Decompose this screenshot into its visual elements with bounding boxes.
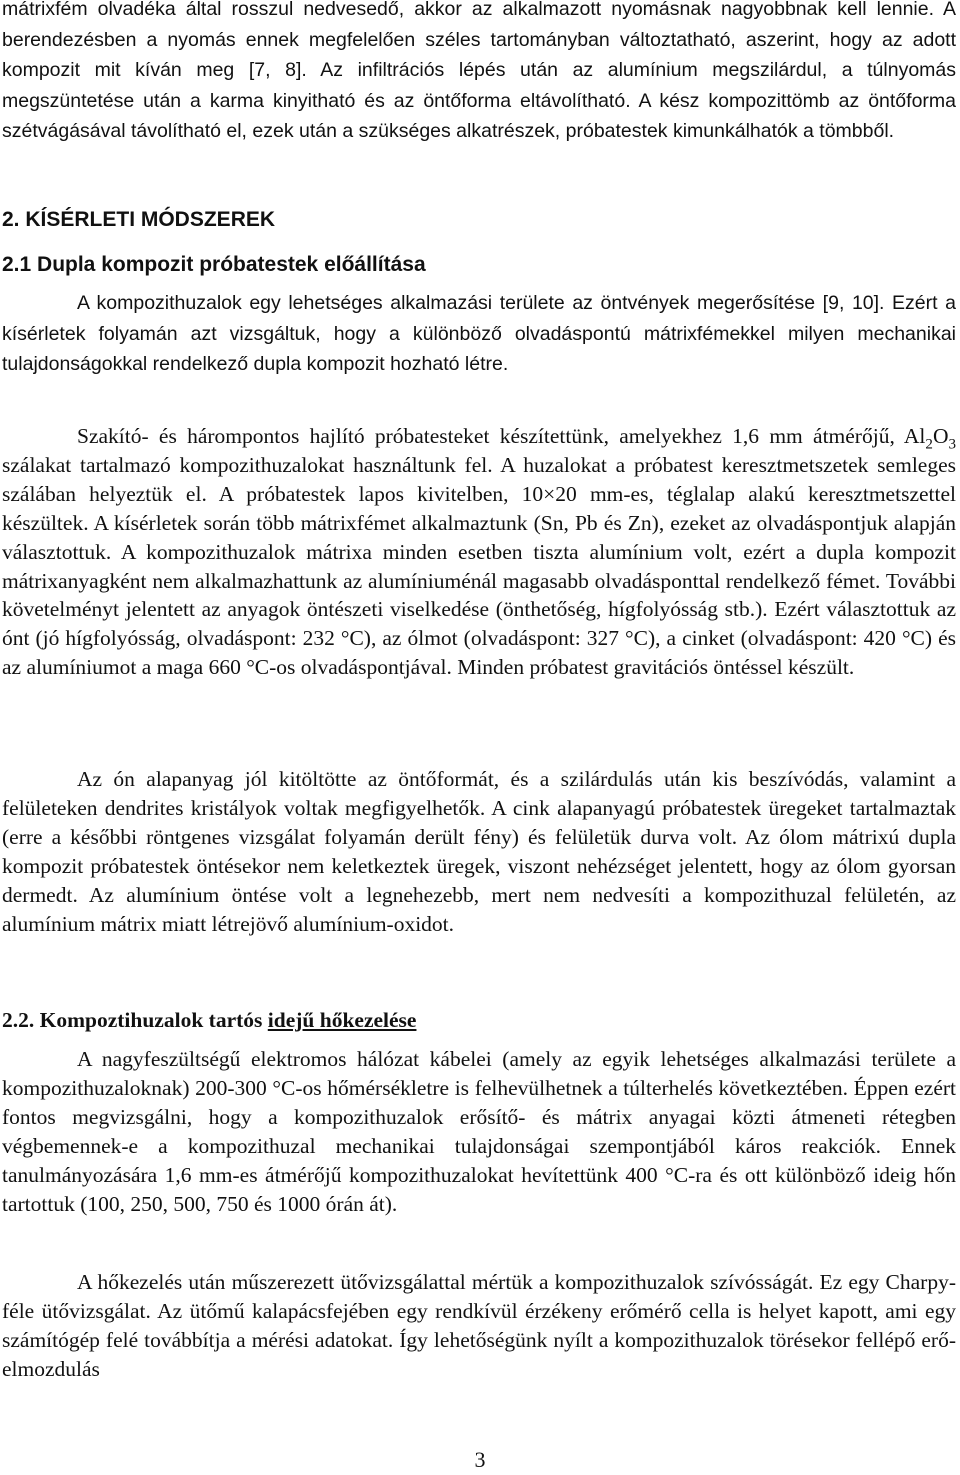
section-2-1-paragraph-3: Az ón alapanyag jól kitöltötte az öntőformát, és a szilárdulás után kis beszívódás, valamint a felületeken dendrites kristályok voltak megfigyelhetők. A cink alapanyagú próbatestek üregeket tartalmaztak (erre a későbbi röntgenes vizsgálat folyamán derült fény) és felületük durva volt. Az ólom mátrixú dupla kompozit próbatestek öntésekor nem keletkeztek üregek, viszont nehézséget jelentett, hogy az ólom gyorsan dermedt. Az alumínium öntése volt a legnehezebb, mert nem nedvesíti a kompozithuzal felületén, az alumínium mátrix miatt létrejövő alumínium-oxidot. xyxy=(2,767,956,936)
section-2-2-title-plain: Kompoztihuzalok tartós xyxy=(34,1008,268,1032)
section-2-2-paragraph-1: A nagyfeszültségű elektromos hálózat kábelei (amely az egyik lehetséges alkalmazási területe a kompozithuzaloknak) 200-300 °C-os hőmérsékletre is felhevülhetnek a túlterhelés következtében. Éppen ezért fontos megvizsgálni, hogy a kompozithuzalok erősítő- és mátrix anyagai közti átmeneti rétegben végbemennek-e a kompozithuzal mechanikai tulajdonságai szempontjából káros reakciók. Ennek tanulmányozására 1,6 mm-es átmérőjű kompozithuzalokat hevítettünk 400 °C-ra és ott különböző ideig hőn tartottuk (100, 250, 500, 750 és 1000 órán át). xyxy=(2,1047,956,1216)
section-2-2-title-underlined: idejű hőkezelése xyxy=(267,1008,417,1032)
alumina-formula-al-subscript: 2 xyxy=(925,436,933,453)
intro-paragraph: mátrixfém olvadéka által rosszul nedvesedő, akkor az alkalmazott nyomásnak nagyobbnak kell lennie. A berendezésben a nyomás ennek megfelelően széles tartományban változtatható, aszerint, hogy az adott kompozit mit kíván meg [7, 8]. Az infiltrációs lépés után az alumínium megszilárdul, a túlnyomás megszüntetése után a karma kinyitható és az öntőforma eltávolítható. A kész kompozittömb az öntőforma szétvágásával távolítható el, ezek után a szükséges alkatrészek, próbatestek kimunkálhatók a tömbből. xyxy=(2,0,956,142)
paragraph-2-text-end: szálakat tartalmazó kompozithuzalokat használtunk fel. A huzalokat a próbatest keresztmetszetek semleges szálában helyeztük el. A próbatestek lapos kivitelben, 10×20 mm-es, téglalap alakú keresztmetszettel készültek. A kísérletek során több mátrixfémet alkalmaztunk (Sn, Pb és Zn), ezeket az olvadáspontjuk alapján választottuk. A kompozithuzalok mátrixa minden esetben tiszta alumínium volt, ezért a dupla kompozit mátrixanyagként nem alkalmazhattunk az alumíniuménál magasabb olvadásponttal rendelkező fémet. További követelményt jelentett az anyagok öntészeti viselkedése (önthetőség, hígfolyósság stb.). Ezért választottuk az ónt (jó hígfolyósság, olvadáspont: 232 °C), az ólmot (olvadáspont: 327 °C), a cinket (olvadáspont: 420 °C) és az alumíniumot a maga 660 °C-os olvadáspontjával. Minden próbatest gravitációs öntéssel készült. xyxy=(2,452,956,680)
paragraph-2-text-start: Szakító- és hárompontos hajlító próbatesteket készítettünk, amelyekhez 1,6 mm átmérőjű, xyxy=(77,424,904,448)
section-2-2-number: 2.2. xyxy=(2,1008,35,1032)
section-2-2-paragraph-2: A hőkezelés után műszerezett ütővizsgálattal mértük a kompozithuzalok szívósságát. Ez egy Charpy-féle ütővizsgálat. Az ütőmű kalapácsfejében egy rendkívül érzékeny erőmérő cella is helyet kapott, ami egy számítógép felé továbbítja a mérési adatokat. Így lehetőségünk nyílt a kompozithuzalok törésekor fellépő erő-elmozdulás xyxy=(2,1270,956,1381)
section-2-1-paragraph-2 xyxy=(2,422,956,682)
section-2-heading: 2. KÍSÉRLETI MÓDSZEREK xyxy=(2,208,276,231)
section-2-1-heading: 2.1 Dupla kompozit próbatestek előállítása xyxy=(2,253,426,276)
alumina-formula-o-subscript: 3 xyxy=(948,436,956,453)
section-2-1-paragraph-1: A kompozithuzalok egy lehetséges alkalmazási területe az öntvények megerősítése [9, 10]. Ezért a kísérletek folyamán azt vizsgáltuk, hogy a különböző olvadáspontú mátrixfémekkel milyen mechanikai tulajdonságokkal rendelkező dupla kompozit hozható létre. xyxy=(2,292,956,375)
section-2-2-heading xyxy=(2,1006,416,1035)
alumina-formula-o: O xyxy=(932,424,949,448)
page-number: 3 xyxy=(474,1447,486,1472)
alumina-formula-al: Al xyxy=(903,424,926,448)
